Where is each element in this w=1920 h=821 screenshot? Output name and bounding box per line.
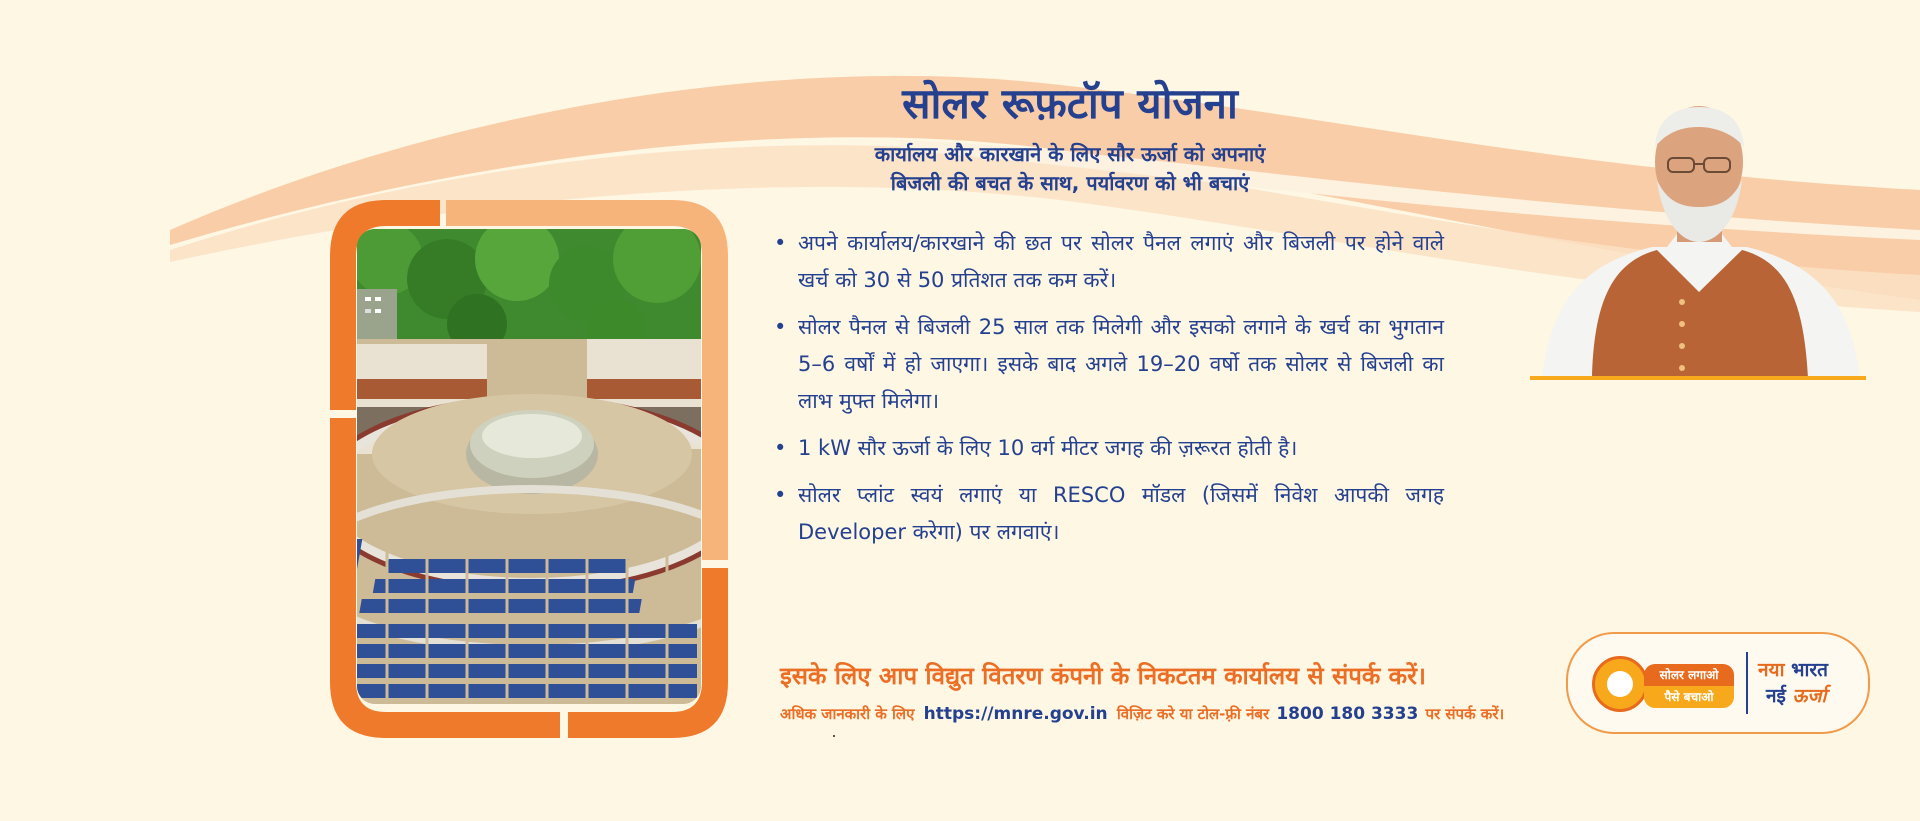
portrait-underline bbox=[1530, 376, 1866, 380]
solar-lagao-logo bbox=[1566, 632, 1870, 734]
subtitle-line-2: बिजली की बचत के साथ, पर्यावरण को भी बचाएं bbox=[890, 171, 1250, 195]
stray-dot bbox=[833, 735, 835, 737]
scheme-subtitle bbox=[760, 140, 1380, 198]
info-suffix: पर संपर्क करें। bbox=[1425, 705, 1505, 723]
badge-bottom-text: पैसे बचाओ bbox=[1644, 686, 1734, 708]
benefits-list bbox=[772, 225, 1444, 561]
contact-headline: इसके लिए आप विद्युत वितरण कंपनी के निकटतम कार्यालय से संपर्क करें। bbox=[780, 662, 1426, 690]
benefit-item: • अपने कार्यालय/कारखाने की छत पर सोलर पैनल लगाएं और बिजली पर होने वाले खर्च को 30 से 50 प्रतिशत तक कम करें। bbox=[772, 225, 1444, 299]
website-link[interactable]: https://mnre.gov.in bbox=[923, 704, 1108, 724]
prime-minister-portrait bbox=[1532, 102, 1867, 378]
sun-icon bbox=[1592, 656, 1648, 712]
info-middle: विज़िट करे या टोल-फ़्री नंबर bbox=[1116, 705, 1270, 723]
subtitle-line-1: कार्यालय और कारखाने के लिए सौर ऊर्जा को अपनाएं bbox=[874, 142, 1266, 166]
toll-free-number[interactable]: 1800 180 3333 bbox=[1276, 704, 1419, 724]
badge-top-text: सोलर लगाओ bbox=[1644, 664, 1734, 686]
more-info-line bbox=[780, 703, 1504, 725]
info-prefix: अधिक जानकारी के लिए bbox=[780, 705, 915, 723]
benefit-item: • सोलर प्लांट स्वयं लगाएं या RESCO मॉडल (जिसमें निवेश आपकी जगह Developer करेगा) पर लगवाएं। bbox=[772, 477, 1444, 551]
scheme-title: सोलर रूफ़टॉप योजना bbox=[902, 79, 1238, 128]
benefit-item: • 1 kW सौर ऊर्जा के लिए 10 वर्ग मीटर जगह की ज़रूरत होती है। bbox=[772, 430, 1444, 467]
benefit-item: • सोलर पैनल से बिजली 25 साल तक मिलेगी और इसको लगाने के खर्च का भुगतान 5–6 वर्षों में हो जाएगा। इसके बाद अगले 19–20 वर्षो तक सोलर से बिजली का लाभ मुफ्त मिलेगा। bbox=[772, 309, 1444, 420]
solar-campus-photo bbox=[357, 229, 701, 704]
tagline-line-2: नई ऊर्जा bbox=[1766, 685, 1827, 707]
logo-divider bbox=[1746, 652, 1748, 714]
tagline-line-1: नया भारत bbox=[1758, 659, 1829, 681]
